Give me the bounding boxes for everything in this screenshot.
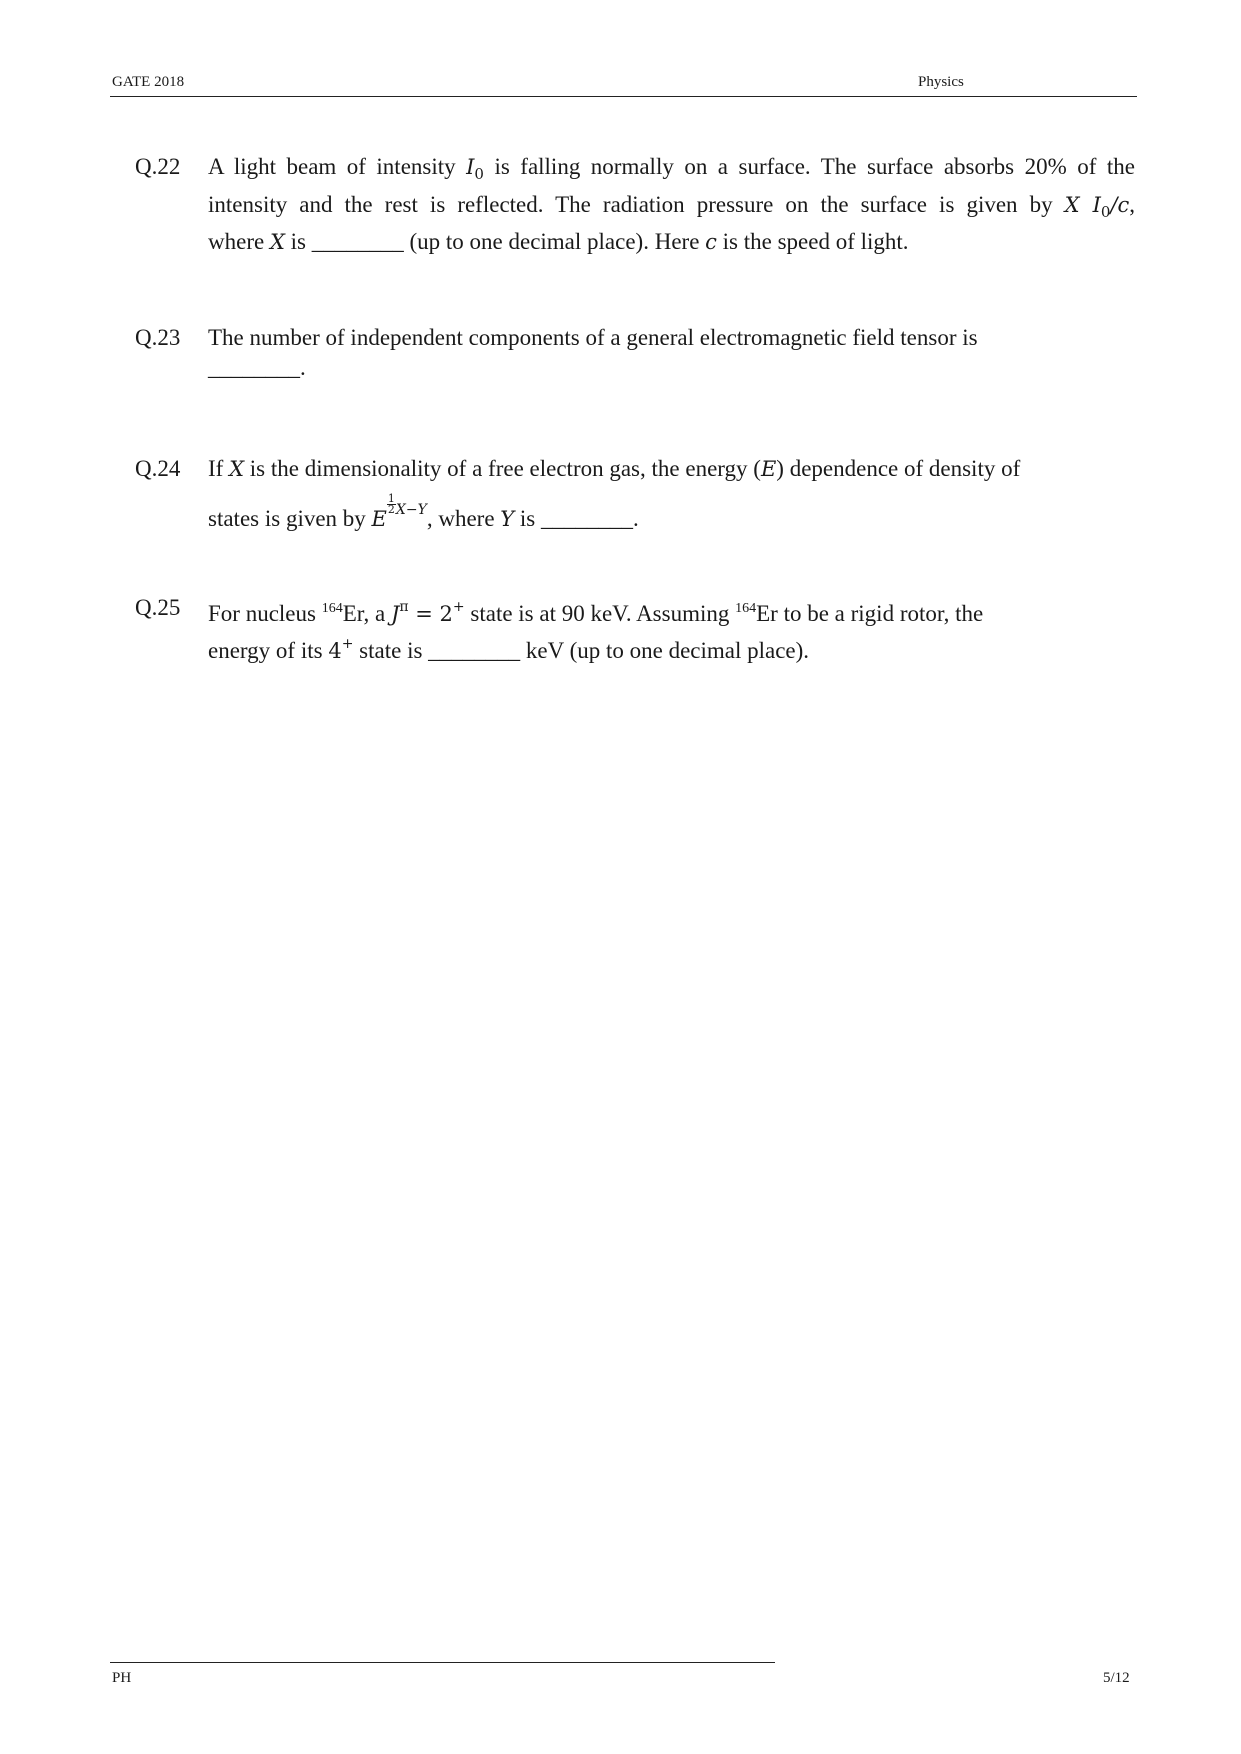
- text-run: Er to be a rigid rotor, the: [756, 601, 984, 626]
- math-subscript: 0: [1100, 202, 1111, 221]
- text-run: is the speed of light.: [716, 229, 909, 254]
- question-text: [208, 323, 1135, 382]
- math-superscript: +: [341, 635, 354, 652]
- page-number: 5/12: [1103, 1670, 1130, 1686]
- math-symbol: J: [390, 602, 400, 626]
- question-number: Q.23: [135, 325, 181, 350]
- text-run: energy of its: [208, 637, 329, 663]
- question-line: [208, 454, 1135, 485]
- text-run: If: [208, 456, 230, 481]
- fraction-denominator: 2: [387, 502, 395, 516]
- header-divider: [110, 96, 1137, 97]
- math-symbol: I: [466, 155, 475, 179]
- question-number: Q.22: [135, 154, 181, 179]
- math-superscript: +: [452, 599, 465, 615]
- paper-code: PH: [112, 1670, 132, 1686]
- question-line: [208, 491, 1135, 535]
- fraction-numerator: 1: [387, 491, 395, 505]
- math-exponent: [387, 491, 427, 526]
- text-run: intensity and the rest is reflected. The radiation pressure on the surface is given by: [208, 191, 1065, 217]
- text-run: is ________ (up to one decimal place). Here: [284, 229, 706, 254]
- text-run: state is ________ keV (up to one decimal place).: [353, 637, 810, 663]
- mass-number: 164: [735, 601, 757, 616]
- math-symbol: X: [229, 457, 245, 481]
- question-line: [208, 593, 1135, 630]
- question-text: [208, 593, 1135, 666]
- math-symbol: E: [760, 457, 777, 481]
- exponent-text: X−Y: [395, 501, 427, 518]
- question-line: ________.: [208, 354, 306, 380]
- text-run: is ________.: [514, 505, 639, 531]
- exam-title: GATE 2018: [112, 74, 185, 90]
- question-line: [208, 190, 1135, 228]
- question-line: The number of independent components of a general electromagnetic field tensor is: [208, 325, 978, 350]
- math-symbol: X: [269, 230, 285, 254]
- fraction: [387, 491, 396, 516]
- question-line: [208, 152, 1135, 190]
- subject-name: Physics: [918, 74, 964, 90]
- question-number: Q.24: [135, 456, 181, 481]
- math-symbol: = 2: [408, 602, 453, 626]
- text-run: state is at 90 keV. Assuming: [464, 601, 736, 626]
- question-text: [208, 152, 1135, 258]
- math-subscript: 0: [474, 165, 484, 183]
- text-run: For nucleus: [208, 601, 322, 626]
- text-run: , where: [426, 505, 501, 531]
- text-run: is the dimensionality of a free electron gas, the energy (: [244, 456, 761, 481]
- text-run: is falling normally on a surface. The surface absorbs 20% of the: [483, 154, 1135, 179]
- math-symbol: /c: [1110, 192, 1130, 217]
- text-run: ) dependence of density of: [776, 456, 1021, 481]
- math-symbol: X I: [1064, 192, 1101, 217]
- math-symbol: Y: [500, 506, 515, 531]
- text-run: where: [208, 229, 270, 254]
- mass-number: 164: [321, 601, 343, 616]
- footer-divider: [110, 1662, 775, 1663]
- math-superscript: π: [399, 599, 409, 615]
- text-run: A light beam of intensity: [208, 154, 467, 179]
- question-number: Q.25: [135, 595, 181, 620]
- question-line: [208, 630, 1135, 667]
- math-symbol: c: [705, 230, 717, 254]
- math-symbol: 4: [328, 638, 342, 663]
- text-run: Er, a: [342, 601, 391, 626]
- text-run: states is given by: [208, 505, 372, 531]
- math-symbol: E: [371, 506, 387, 531]
- question-text: [208, 454, 1135, 534]
- text-run: ,: [1129, 191, 1135, 217]
- question-line: [208, 227, 1135, 258]
